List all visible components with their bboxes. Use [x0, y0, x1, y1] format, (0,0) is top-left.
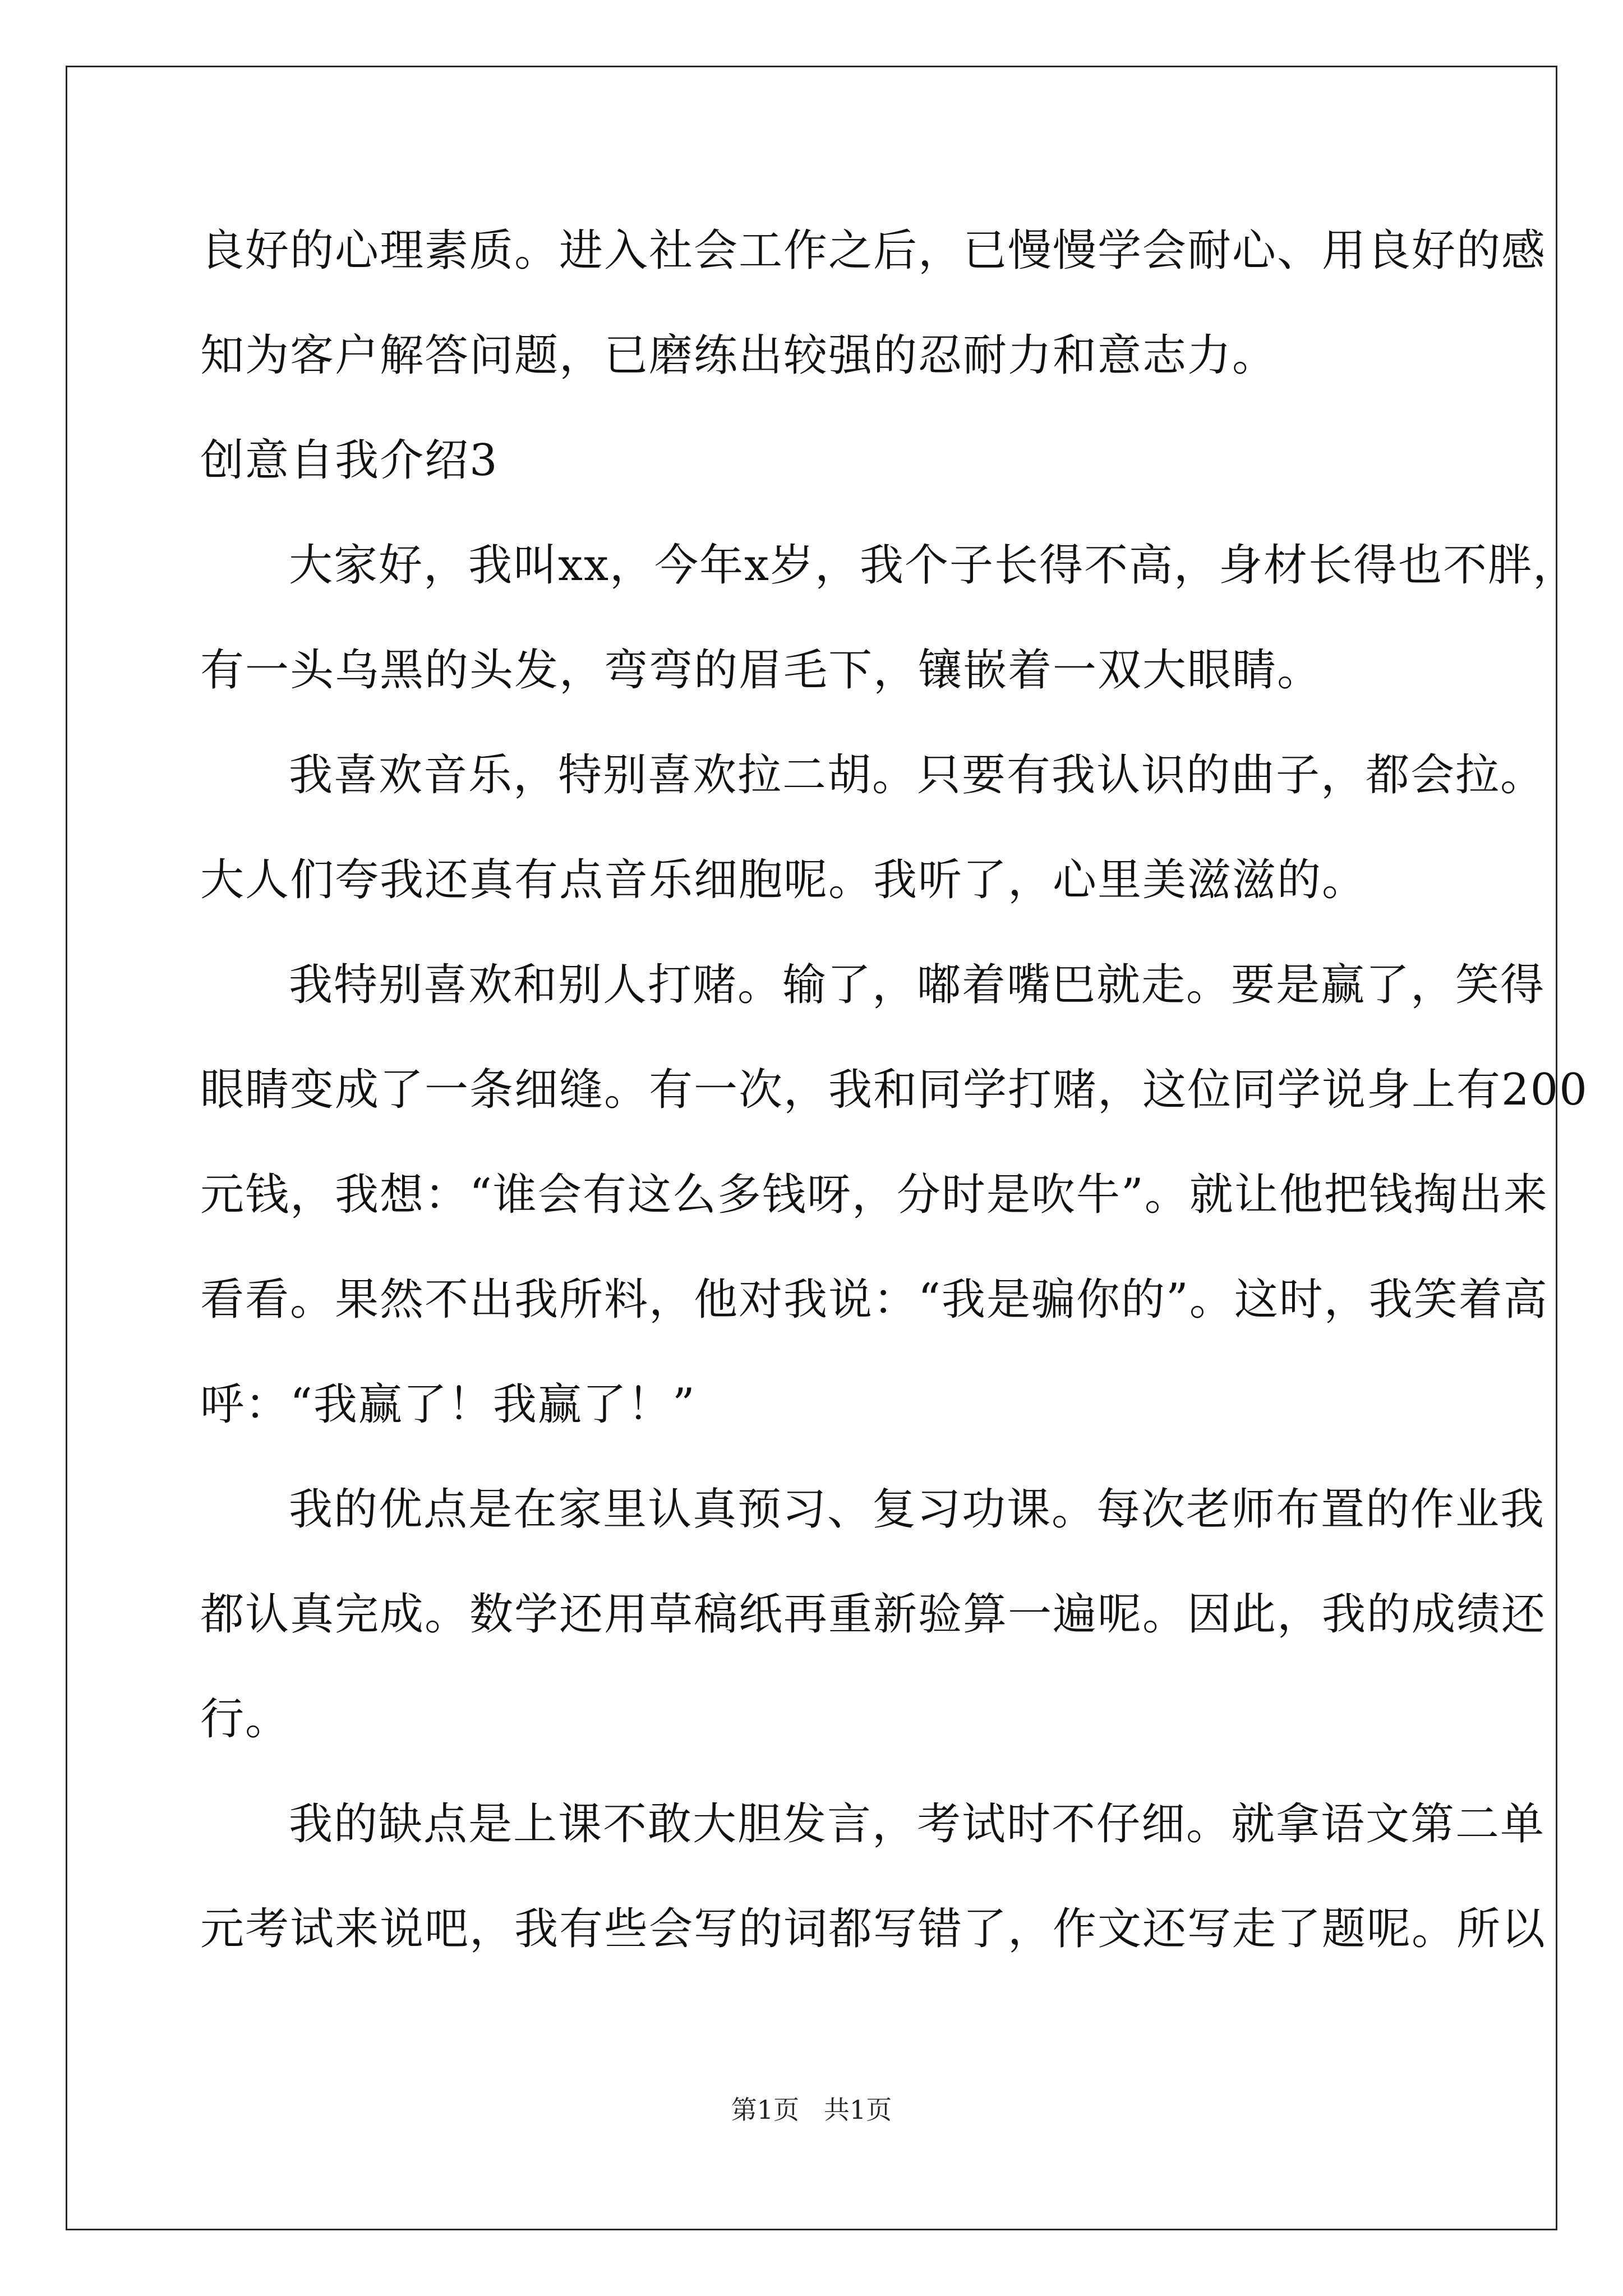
paragraph-first-line: 我的缺点是上课不敢大胆发言，考试时不仔细。就拿语文第二单	[289, 1799, 1546, 1849]
paragraph-first-line: 我的优点是在家里认真预习、复习功课。每次老师布置的作业我	[289, 1484, 1546, 1535]
paragraph-first-line: 我特别喜欢和别人打赌。输了，嘟着嘴巴就走。要是赢了，笑得	[289, 960, 1546, 1010]
text-line: 呼：“我赢了！我赢了！”	[200, 1379, 696, 1430]
text-line: 元考试来说吧，我有些会写的词都写错了，作文还写走了题呢。所以	[200, 1904, 1547, 1954]
paragraph-first-line: 我喜欢音乐，特别喜欢拉二胡。只要有我认识的曲子，都会拉。	[289, 750, 1546, 800]
text-line: 大人们夸我还真有点音乐细胞呢。我听了，心里美滋滋的。	[200, 855, 1367, 905]
text-line: 看看。果然不出我所料，他对我说：“我是骗你的”。这时，我笑着高	[200, 1274, 1548, 1325]
text-line: 眼睛变成了一条细缝。有一次，我和同学打赌，这位同学说身上有200	[200, 1065, 1588, 1115]
section-heading: 创意自我介绍3	[200, 435, 499, 486]
text-line: 有一头乌黑的头发，弯弯的眉毛下，镶嵌着一双大眼睛。	[200, 645, 1322, 696]
document-body	[200, 214, 1588, 1997]
text-line: 行。	[200, 1694, 291, 1745]
text-line: 都认真完成。数学还用草稿纸再重新验算一遍呢。因此，我的成绩还	[200, 1589, 1547, 1640]
page-footer: 第1页 共1页	[731, 2095, 892, 2125]
text-line: 知为客户解答问题，已磨练出较强的忍耐力和意志力。	[200, 330, 1278, 381]
text-line: 良好的心理素质。进入社会工作之后，已慢慢学会耐心、用良好的感	[200, 226, 1547, 276]
paragraph-first-line: 大家好，我叫xx，今年x岁，我个子长得不高，身材长得也不胖，	[289, 540, 1578, 591]
text-line: 元钱，我想：“谁会有这么多钱呀，分时是吹牛”。就让他把钱掏出来	[200, 1170, 1548, 1220]
